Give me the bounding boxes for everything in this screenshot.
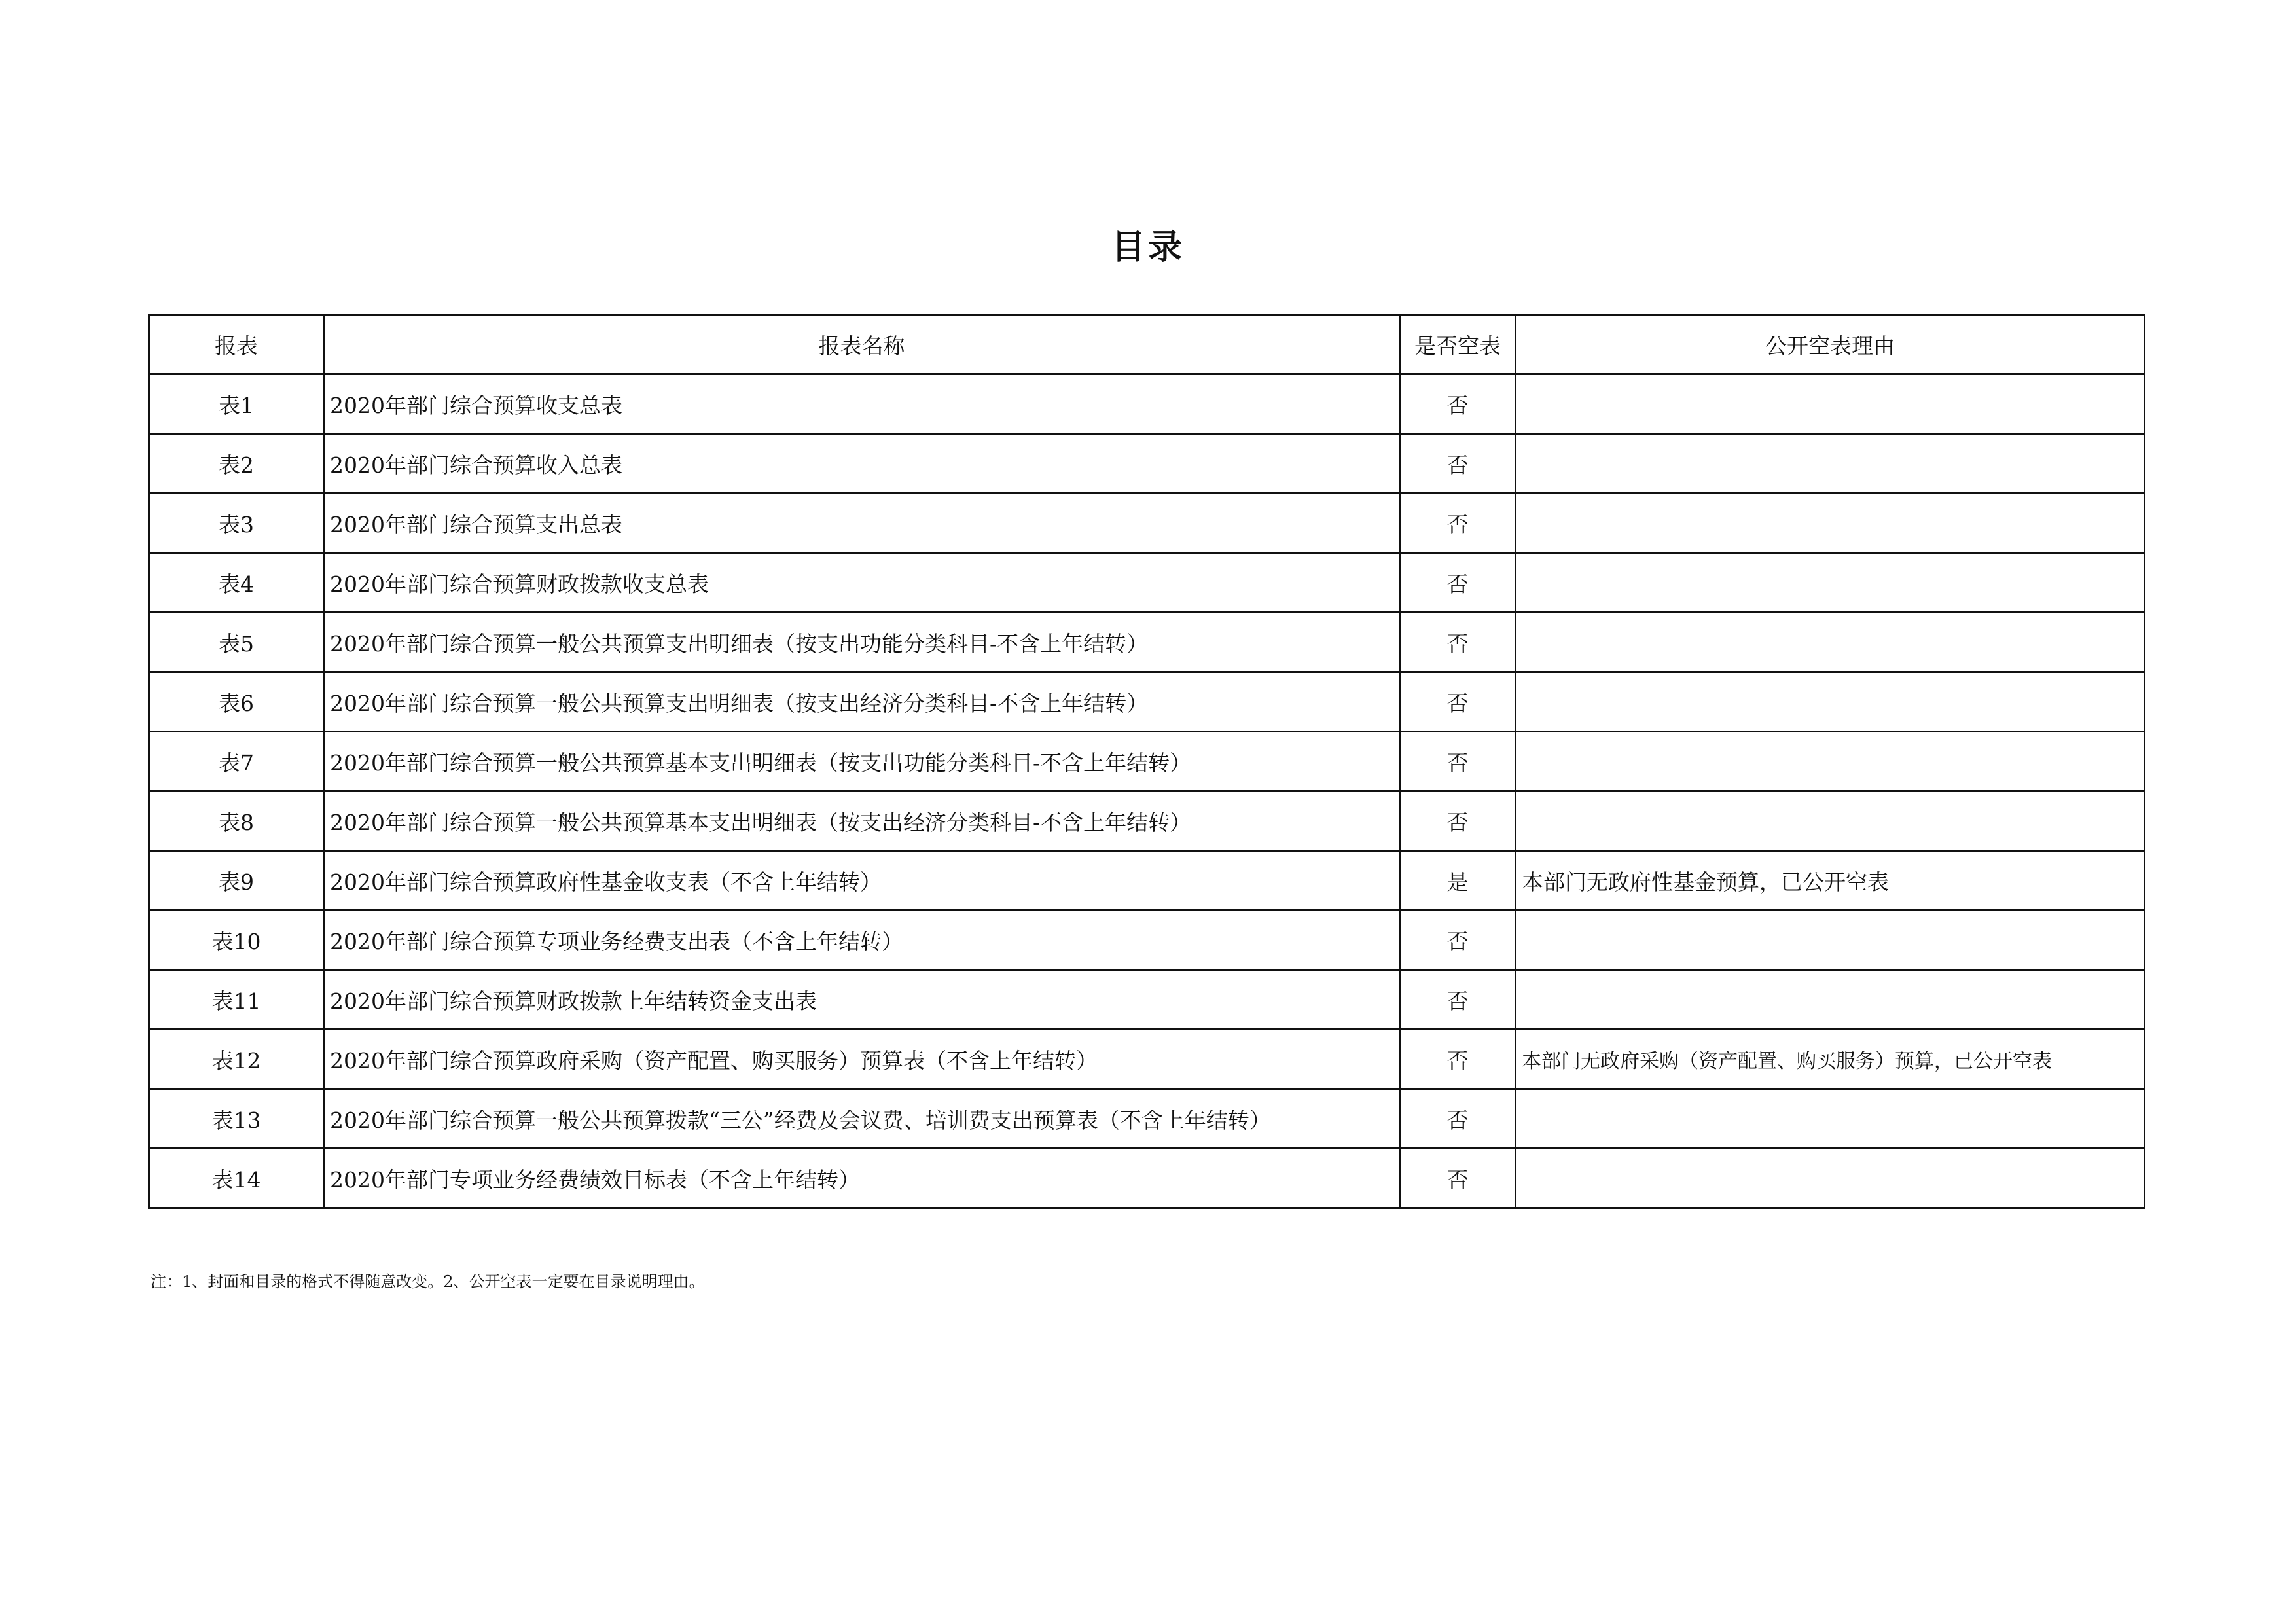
cell-table-id: 表6 [149,672,324,732]
cell-table-name: 2020年部门综合预算一般公共预算基本支出明细表（按支出功能分类科目-不含上年结转） [324,732,1400,791]
cell-table-id: 表9 [149,851,324,911]
cell-table-id: 表7 [149,732,324,791]
cell-table-id: 表1 [149,374,324,434]
cell-table-name: 2020年部门综合预算政府性基金收支表（不含上年结转） [324,851,1400,911]
table-row [149,732,2145,791]
cell-reason [1516,732,2145,791]
cell-table-name: 2020年部门综合预算一般公共预算基本支出明细表（按支出经济分类科目-不含上年结转） [324,791,1400,851]
table-row [149,911,2145,970]
cell-table-name: 2020年部门综合预算一般公共预算支出明细表（按支出功能分类科目-不含上年结转） [324,613,1400,672]
cell-is-empty: 否 [1400,911,1516,970]
cell-table-name: 2020年部门综合预算支出总表 [324,494,1400,553]
table-row [149,1149,2145,1208]
table-row [149,434,2145,494]
cell-is-empty: 否 [1400,494,1516,553]
cell-is-empty: 否 [1400,1089,1516,1149]
cell-is-empty: 否 [1400,434,1516,494]
cell-table-name: 2020年部门专项业务经费绩效目标表（不含上年结转） [324,1149,1400,1208]
table-row [149,672,2145,732]
table-row [149,1089,2145,1149]
header-reason: 公开空表理由 [1516,315,2145,374]
cell-table-id: 表2 [149,434,324,494]
header-empty: 是否空表 [1400,315,1516,374]
cell-table-name: 2020年部门综合预算收支总表 [324,374,1400,434]
cell-table-id: 表14 [149,1149,324,1208]
header-table: 报表 [149,315,324,374]
table-row [149,970,2145,1030]
cell-reason [1516,672,2145,732]
cell-table-name: 2020年部门综合预算财政拨款上年结转资金支出表 [324,970,1400,1030]
cell-is-empty: 否 [1400,970,1516,1030]
cell-table-name: 2020年部门综合预算财政拨款收支总表 [324,553,1400,613]
cell-table-id: 表4 [149,553,324,613]
cell-reason [1516,791,2145,851]
cell-table-id: 表8 [149,791,324,851]
cell-table-name: 2020年部门综合预算政府采购（资产配置、购买服务）预算表（不含上年结转） [324,1030,1400,1089]
cell-is-empty: 否 [1400,613,1516,672]
cell-reason: 本部门无政府采购（资产配置、购买服务）预算，已公开空表 [1516,1030,2145,1089]
cell-is-empty: 否 [1400,672,1516,732]
table-row [149,613,2145,672]
cell-is-empty: 否 [1400,1030,1516,1089]
cell-table-name: 2020年部门综合预算一般公共预算支出明细表（按支出经济分类科目-不含上年结转） [324,672,1400,732]
cell-reason [1516,553,2145,613]
cell-is-empty: 是 [1400,851,1516,911]
cell-reason [1516,911,2145,970]
cell-table-id: 表12 [149,1030,324,1089]
cell-table-id: 表11 [149,970,324,1030]
table-row [149,851,2145,911]
cell-is-empty: 否 [1400,374,1516,434]
cell-reason [1516,970,2145,1030]
cell-is-empty: 否 [1400,1149,1516,1208]
cell-reason [1516,494,2145,553]
cell-table-name: 2020年部门综合预算专项业务经费支出表（不含上年结转） [324,911,1400,970]
header-name: 报表名称 [324,315,1400,374]
table-row [149,1030,2145,1089]
cell-table-id: 表5 [149,613,324,672]
table-row [149,791,2145,851]
table-row [149,553,2145,613]
cell-reason [1516,1149,2145,1208]
cell-is-empty: 否 [1400,791,1516,851]
header-row [149,315,2145,374]
cell-is-empty: 否 [1400,732,1516,791]
cell-reason [1516,374,2145,434]
cell-table-name: 2020年部门综合预算一般公共预算拨款“三公”经费及会议费、培训费支出预算表（不含上年结转） [324,1089,1400,1149]
cell-reason [1516,1089,2145,1149]
page-title: 目录 [1111,228,1185,267]
cell-reason [1516,434,2145,494]
cell-is-empty: 否 [1400,553,1516,613]
table-row [149,374,2145,434]
footnote: 注：1、封面和目录的格式不得随意改变。2、公开空表一定要在目录说明理由。 [151,1272,705,1291]
cell-table-id: 表13 [149,1089,324,1149]
cell-reason [1516,613,2145,672]
cell-reason: 本部门无政府性基金预算，已公开空表 [1516,851,2145,911]
cell-table-name: 2020年部门综合预算收入总表 [324,434,1400,494]
cell-table-id: 表3 [149,494,324,553]
toc-table [148,314,2145,1209]
table-row [149,494,2145,553]
cell-table-id: 表10 [149,911,324,970]
